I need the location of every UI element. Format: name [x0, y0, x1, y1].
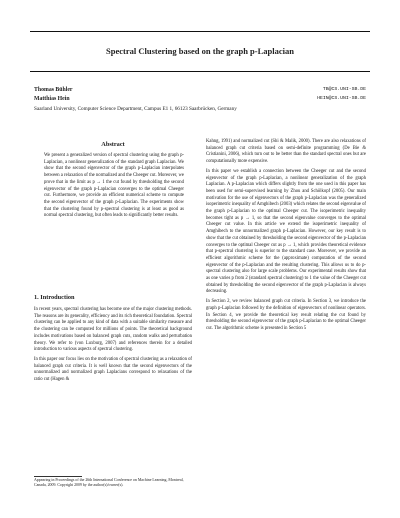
paper-title: Spectral Clustering based on the graph p-Laplacian	[106, 46, 294, 56]
body-paragraph: In recent years, spectral clustering has become one of the major clustering methods. The reasons are its generality, efficiency and its rich theoretical foundation. Spectral clustering can be applied to any kind of data with a suitable similarity measure and the clustering can be computed for millions of points. The theoretical background includes motivations based on balanced graph cuts, random walks and perturbation theory. We refer to (von Luxburg, 2007) and references therein for a detailed introduction to various aspects of spectral clustering.	[34, 307, 192, 353]
author-row-2	[34, 96, 366, 102]
author-name: Thomas Bühler	[34, 87, 73, 93]
author-email: HEIN@CS.UNI-SB.DE	[317, 96, 366, 101]
body-paragraph: Kahng, 1991) and normalized cut (Shi & Malik, 2000). There are also relaxations of balanced graph cut criteria based on semi-definite programming (De Bie & Cristianini, 2006), which turn out to be better than the standard spectral ones but are computationally more expensive.	[206, 139, 366, 165]
intro-left-column	[34, 307, 192, 387]
abstract-heading: Abstract	[101, 141, 125, 148]
abstract-text	[44, 153, 184, 223]
footnote-rule	[34, 476, 82, 477]
author-row-1	[34, 87, 366, 93]
affiliation: Saarland University, Computer Science Department, Campus E1 1, 66123 Saarbrücken, Germany	[34, 106, 237, 112]
body-paragraph: In Section 2, we review balanced graph cut criteria. In Section 3, we introduce the graph p-Laplacian followed by the definition of eigenvectors of nonlinear operators. In Section 4, we provide the theoretical key result relating the cut found by thresholding the second eigenvector of the graph p-Laplacian to the optimal Cheeger cut. The algorithmic scheme is presented in Section 5	[206, 299, 366, 331]
section-heading-introduction: 1. Introduction	[34, 294, 75, 301]
author-email: TB@CS.UNI-SB.DE	[322, 87, 366, 92]
body-paragraph: In this paper we establish a connection between the Cheeger cut and the second eigenvector of the graph p-Laplacian, a nonlinear generalization of the graph Laplacian. A p-Laplacian which differs slightly from the one used in this paper has been used for semi-supervised learning by Zhou and Schölkopf (2005). Our main motivation for the use of eigenvectors of the graph p-Laplacian was the generalized isoperimetric inequality of Amghibech (2003) which relates the second eigenvalue of the graph p-Laplacian to the optimal Cheeger cut. The isoperimetric inequality becomes tight as p → 1, so that the second eigenvalue converges to the optimal Cheeger cut value. In this article we extend the isoperimetric inequality of Amghibech to the unnormalized graph p-Laplacian. However, our key result is to show that the cut obtained by thresholding the second eigenvector of the p-Laplacian converges to the optimal Cheeger cut as p → 1, which provides theoretical evidence that p-spectral clustering is superior to the standard case. Moreover, we provide an efficient algorithmic scheme for the (approximate) computation of the second eigenvector of the p-Laplacian and the resulting clustering. This allows us to do p-spectral clustering also for large scale problems. Our experimental results show that as one varies p from 2 (standard spectral clustering) to 1 the value of the Cheeger cut obtained by thresholding the second eigenvector of the graph p-Laplacian is always decreasing.	[206, 168, 366, 295]
footnote: Appearing in Proceedings of the 26th International Conference on Machine Learning, Montreal, Canada, 2009. Copyright 2009 by the author(s)/owner(s).	[34, 478, 184, 488]
title-bottom-rule	[30, 71, 370, 72]
body-paragraph: In this paper our focus lies on the motivation of spectral clustering as a relaxation of balanced graph cut criteria. It is well known that the second eigenvectors of the unnormalized and normalized graph Laplacians correspond to relaxations of the ratio cut (Hagen &	[34, 356, 192, 383]
author-name: Matthias Hein	[34, 96, 70, 102]
right-column	[206, 139, 366, 336]
abstract-paragraph: We present a generalized version of spectral clustering using the graph p-Laplacian, a nonlinear generalization of the standard graph Laplacian. We show that the second eigenvector of the graph p-Laplacian interpolates between a relaxation of the normalized and the Cheeger cut. Moreover, we prove that in the limit as p → 1 the cut found by thresholding the second eigenvector of the graph p-Laplacian converges to the optimal Cheeger cut. Furthermore, we provide an efficient numerical scheme to compute the second eigenvector of the graph p-Laplacian. The experiments show that the clustering found by p-spectral clustering is at least as good as normal spectral clustering, but often leads to significantly better results.	[44, 153, 184, 219]
title-top-rule	[30, 31, 370, 32]
